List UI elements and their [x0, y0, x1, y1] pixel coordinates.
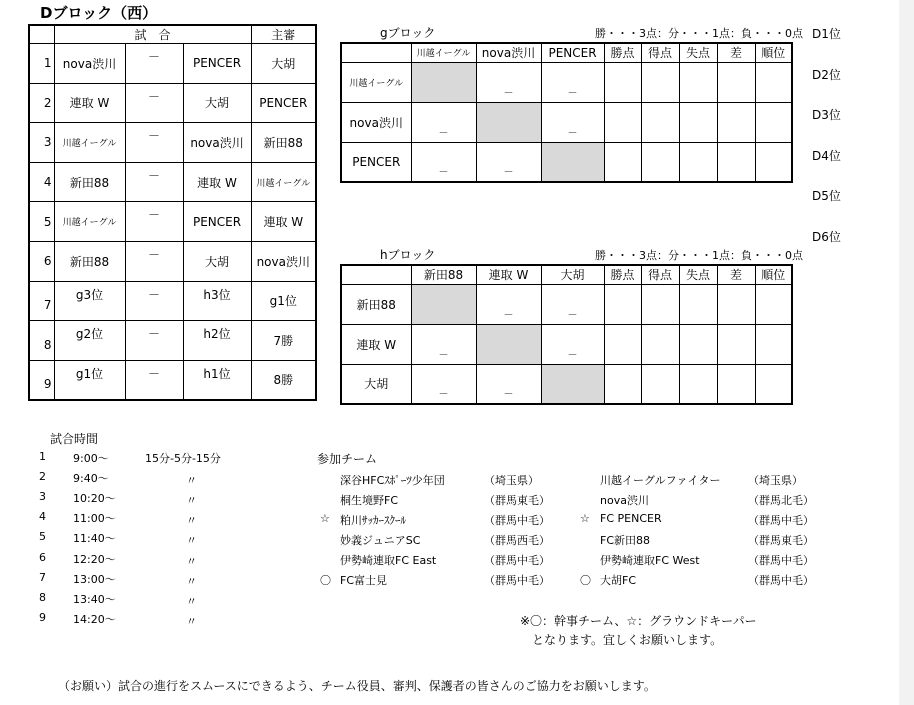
match-away: nova渋川: [183, 123, 251, 163]
stat-cell: [604, 62, 641, 102]
match-away: PENCER: [183, 202, 251, 242]
stat-cell: [717, 284, 755, 324]
stat-cell: [755, 284, 792, 324]
team-region: （群馬北毛）: [748, 494, 814, 507]
team-region: （群馬中毛）: [748, 514, 814, 527]
column-stat: 順位: [755, 265, 792, 284]
time-row-number: 7: [39, 570, 46, 584]
column-stat: 順位: [755, 43, 792, 62]
ditto-mark: 〃: [186, 494, 197, 508]
time-row-number: 4: [39, 510, 46, 524]
team-name: FC富士見: [340, 574, 388, 587]
stat-cell: [641, 324, 679, 364]
score-cell: －: [541, 102, 604, 142]
score-cell: －: [411, 142, 476, 182]
match-no: 8: [29, 321, 54, 361]
stat-cell: [755, 364, 792, 404]
team-name: 大胡FC: [600, 574, 637, 587]
match-no: 2: [29, 83, 54, 123]
row-team: PENCER: [341, 142, 411, 182]
match-sep: －: [125, 321, 183, 361]
times-title: 試合時間: [50, 432, 99, 446]
match-away: h1位: [183, 360, 251, 400]
ranking-label: D3位: [812, 108, 841, 123]
stat-cell: [641, 142, 679, 182]
column-team: 川越イーグル: [411, 43, 476, 62]
group-standings-table: [340, 264, 793, 405]
header-match: 試 合: [54, 25, 251, 44]
time-row-start: 9:00～: [73, 452, 109, 465]
match-away: 連取 W: [183, 162, 251, 202]
time-format: 15分-5分-15分: [145, 452, 221, 465]
corner-cell: [341, 265, 411, 284]
match-home: 連取 W: [54, 83, 125, 123]
team-region: （埼玉県）: [748, 474, 803, 487]
match-no: 6: [29, 241, 54, 281]
team-region: （群馬中毛）: [484, 574, 550, 587]
match-ref: 7勝: [251, 321, 316, 361]
team-name: nova渋川: [600, 494, 649, 507]
group-title: hブロック: [380, 248, 436, 262]
match-sep: －: [125, 83, 183, 123]
match-sep: －: [125, 360, 183, 400]
row-team: 新田88: [341, 284, 411, 324]
match-row: [29, 281, 316, 321]
team-name: 川越イーグルファイター: [600, 474, 721, 487]
column-stat: 失点: [679, 43, 717, 62]
time-row-start: 12:20～: [73, 552, 116, 566]
match-no: 3: [29, 123, 54, 163]
stat-cell: [717, 142, 755, 182]
participants-title: 参加チーム: [317, 452, 378, 466]
team-region: （埼玉県）: [484, 474, 539, 487]
match-row: [29, 202, 316, 242]
ditto-mark: 〃: [186, 594, 197, 608]
footer-request: （お願い）試合の進行をスムースにできるよう、チーム役員、審判、保護者の皆さんのご協力をお願いします。: [58, 679, 656, 693]
team-name: FC PENCER: [600, 512, 662, 525]
column-stat: 差: [717, 265, 755, 284]
score-cell: －: [541, 62, 604, 102]
header-blank: [29, 25, 54, 44]
self-cell: [541, 364, 604, 404]
ditto-mark: 〃: [186, 554, 197, 568]
stat-cell: [755, 324, 792, 364]
match-row: [29, 241, 316, 281]
time-row-start: 14:20～: [73, 612, 116, 626]
row-team: 連取 W: [341, 324, 411, 364]
column-team: nova渋川: [476, 43, 541, 62]
stat-cell: [717, 62, 755, 102]
column-stat: 差: [717, 43, 755, 62]
ditto-mark: 〃: [186, 574, 197, 588]
stat-cell: [679, 364, 717, 404]
time-row-number: 8: [39, 590, 46, 604]
match-ref: 8勝: [251, 360, 316, 400]
ranking-label: D6位: [812, 230, 841, 244]
column-stat: 失点: [679, 265, 717, 284]
column-stat: 勝点: [604, 43, 641, 62]
team-name: 妙義ジュニアSC: [340, 534, 421, 547]
match-sep: －: [125, 202, 183, 242]
column-team: PENCER: [541, 43, 604, 62]
time-row-start: 11:40～: [73, 532, 116, 546]
note-line-1: ※〇：幹事チーム、☆：グラウンドキーパー: [520, 614, 757, 628]
match-row: [29, 162, 316, 202]
team-region: （群馬中毛）: [484, 554, 550, 567]
self-cell: [411, 62, 476, 102]
match-sep: －: [125, 241, 183, 281]
match-ref: 大胡: [251, 44, 316, 84]
points-rule: 勝・・・3点：分・・・1点：負・・・0点: [595, 27, 803, 40]
stat-cell: [755, 142, 792, 182]
ranking-label: D4位: [812, 148, 841, 163]
match-ref: PENCER: [251, 83, 316, 123]
score-cell: －: [476, 364, 541, 404]
stat-cell: [717, 102, 755, 142]
time-row-start: 11:00～: [73, 512, 116, 526]
time-row-start: 10:20～: [73, 492, 116, 506]
match-away: PENCER: [183, 44, 251, 84]
stat-cell: [717, 364, 755, 404]
score-cell: －: [541, 324, 604, 364]
match-row: [29, 83, 316, 123]
row-team: 川越イーグル: [341, 62, 411, 102]
score-cell: －: [476, 62, 541, 102]
standings-row: [341, 102, 792, 142]
match-row: [29, 360, 316, 400]
time-row-number: 6: [39, 550, 46, 564]
stat-cell: [641, 62, 679, 102]
score-cell: －: [411, 364, 476, 404]
column-team: 連取 W: [476, 265, 541, 284]
match-home: g3位: [54, 281, 125, 321]
team-name: 伊勢崎連取FC East: [340, 554, 437, 567]
match-ref: g1位: [251, 281, 316, 321]
self-cell: [476, 102, 541, 142]
standings-row: [341, 142, 792, 182]
column-stat: 得点: [641, 43, 679, 62]
note-line-2: となります。宜しくお願いします。: [532, 633, 723, 647]
stat-cell: [604, 284, 641, 324]
match-home: g2位: [54, 321, 125, 361]
ditto-mark: 〃: [186, 474, 197, 488]
team-name: 深谷HFCｽﾎﾟｰﾂ少年団: [340, 474, 445, 487]
column-team: 新田88: [411, 265, 476, 284]
corner-cell: [341, 43, 411, 62]
time-row-number: 5: [39, 530, 46, 544]
points-rule: 勝・・・3点：分・・・1点：負・・・0点: [595, 249, 803, 262]
team-region: （群馬中毛）: [748, 574, 814, 587]
standings-row: [341, 324, 792, 364]
stat-cell: [641, 364, 679, 404]
match-sep: －: [125, 123, 183, 163]
group-title: gブロック: [380, 26, 436, 40]
stat-cell: [604, 324, 641, 364]
match-row: [29, 44, 316, 84]
stat-cell: [641, 284, 679, 324]
team-region: （群馬東毛）: [484, 494, 550, 507]
score-cell: －: [476, 284, 541, 324]
row-team: 大胡: [341, 364, 411, 404]
time-row-start: 9:40～: [73, 472, 109, 486]
stat-cell: [679, 142, 717, 182]
star-icon: ☆: [580, 512, 590, 525]
time-row-number: 1: [39, 450, 46, 463]
group-standings-table: [340, 42, 793, 183]
match-home: 新田88: [54, 241, 125, 281]
score-cell: －: [411, 102, 476, 142]
match-home: nova渋川: [54, 44, 125, 84]
stat-cell: [755, 62, 792, 102]
team-name: FC新田88: [600, 534, 651, 547]
match-sep: －: [125, 44, 183, 84]
stat-cell: [604, 364, 641, 404]
standings-row: [341, 62, 792, 102]
self-cell: [476, 324, 541, 364]
page-title: Dブロック（西）: [40, 4, 158, 22]
score-cell: －: [411, 324, 476, 364]
time-row-number: 2: [39, 470, 46, 484]
column-stat: 得点: [641, 265, 679, 284]
row-team: nova渋川: [341, 102, 411, 142]
match-no: 7: [29, 281, 54, 321]
team-region: （群馬中毛）: [484, 514, 550, 527]
match-no: 9: [29, 360, 54, 400]
team-region: （群馬中毛）: [748, 554, 814, 567]
match-row: [29, 321, 316, 361]
time-row-start: 13:40～: [73, 592, 116, 606]
match-sep: －: [125, 281, 183, 321]
match-schedule-table: [28, 24, 317, 401]
match-home: g1位: [54, 360, 125, 400]
header-referee: 主審: [251, 25, 316, 44]
circle-icon: 〇: [320, 574, 331, 587]
team-region: （群馬東毛）: [748, 534, 814, 547]
match-away: 大胡: [183, 83, 251, 123]
ranking-label: D1位: [812, 27, 841, 41]
ditto-mark: 〃: [186, 534, 197, 548]
match-home: 川越イーグル: [54, 202, 125, 242]
time-row-number: 3: [39, 490, 46, 504]
column-stat: 勝点: [604, 265, 641, 284]
match-no: 4: [29, 162, 54, 202]
match-no: 5: [29, 202, 54, 242]
match-home: 新田88: [54, 162, 125, 202]
standings-row: [341, 284, 792, 324]
match-ref: 川越イーグル: [251, 162, 316, 202]
stat-cell: [717, 324, 755, 364]
ditto-mark: 〃: [186, 614, 197, 628]
match-ref: 新田88: [251, 123, 316, 163]
score-cell: －: [476, 142, 541, 182]
circle-icon: 〇: [580, 574, 591, 587]
stat-cell: [641, 102, 679, 142]
match-ref: nova渋川: [251, 241, 316, 281]
match-away: 大胡: [183, 241, 251, 281]
match-home: 川越イーグル: [54, 123, 125, 163]
time-row-number: 9: [39, 610, 46, 624]
stat-cell: [679, 284, 717, 324]
team-name: 伊勢崎連取FC West: [600, 554, 700, 567]
stat-cell: [679, 324, 717, 364]
match-row: [29, 123, 316, 163]
standings-row: [341, 364, 792, 404]
match-no: 1: [29, 44, 54, 84]
score-cell: －: [541, 284, 604, 324]
stat-cell: [755, 102, 792, 142]
stat-cell: [604, 142, 641, 182]
match-sep: －: [125, 162, 183, 202]
star-icon: ☆: [320, 512, 330, 525]
self-cell: [541, 142, 604, 182]
stat-cell: [679, 62, 717, 102]
ditto-mark: 〃: [186, 514, 197, 528]
stat-cell: [679, 102, 717, 142]
match-ref: 連取 W: [251, 202, 316, 242]
self-cell: [411, 284, 476, 324]
team-name: 粕川ｻｯｶｰｽｸｰﾙ: [340, 514, 406, 527]
column-team: 大胡: [541, 265, 604, 284]
match-away: h3位: [183, 281, 251, 321]
ranking-label: D5位: [812, 189, 841, 204]
time-row-start: 13:00～: [73, 572, 116, 586]
team-name: 桐生境野FC: [340, 494, 399, 507]
ranking-label: D2位: [812, 67, 841, 82]
team-region: （群馬西毛）: [484, 534, 550, 547]
scrollbar-track[interactable]: [899, 0, 914, 705]
stat-cell: [604, 102, 641, 142]
match-away: h2位: [183, 321, 251, 361]
